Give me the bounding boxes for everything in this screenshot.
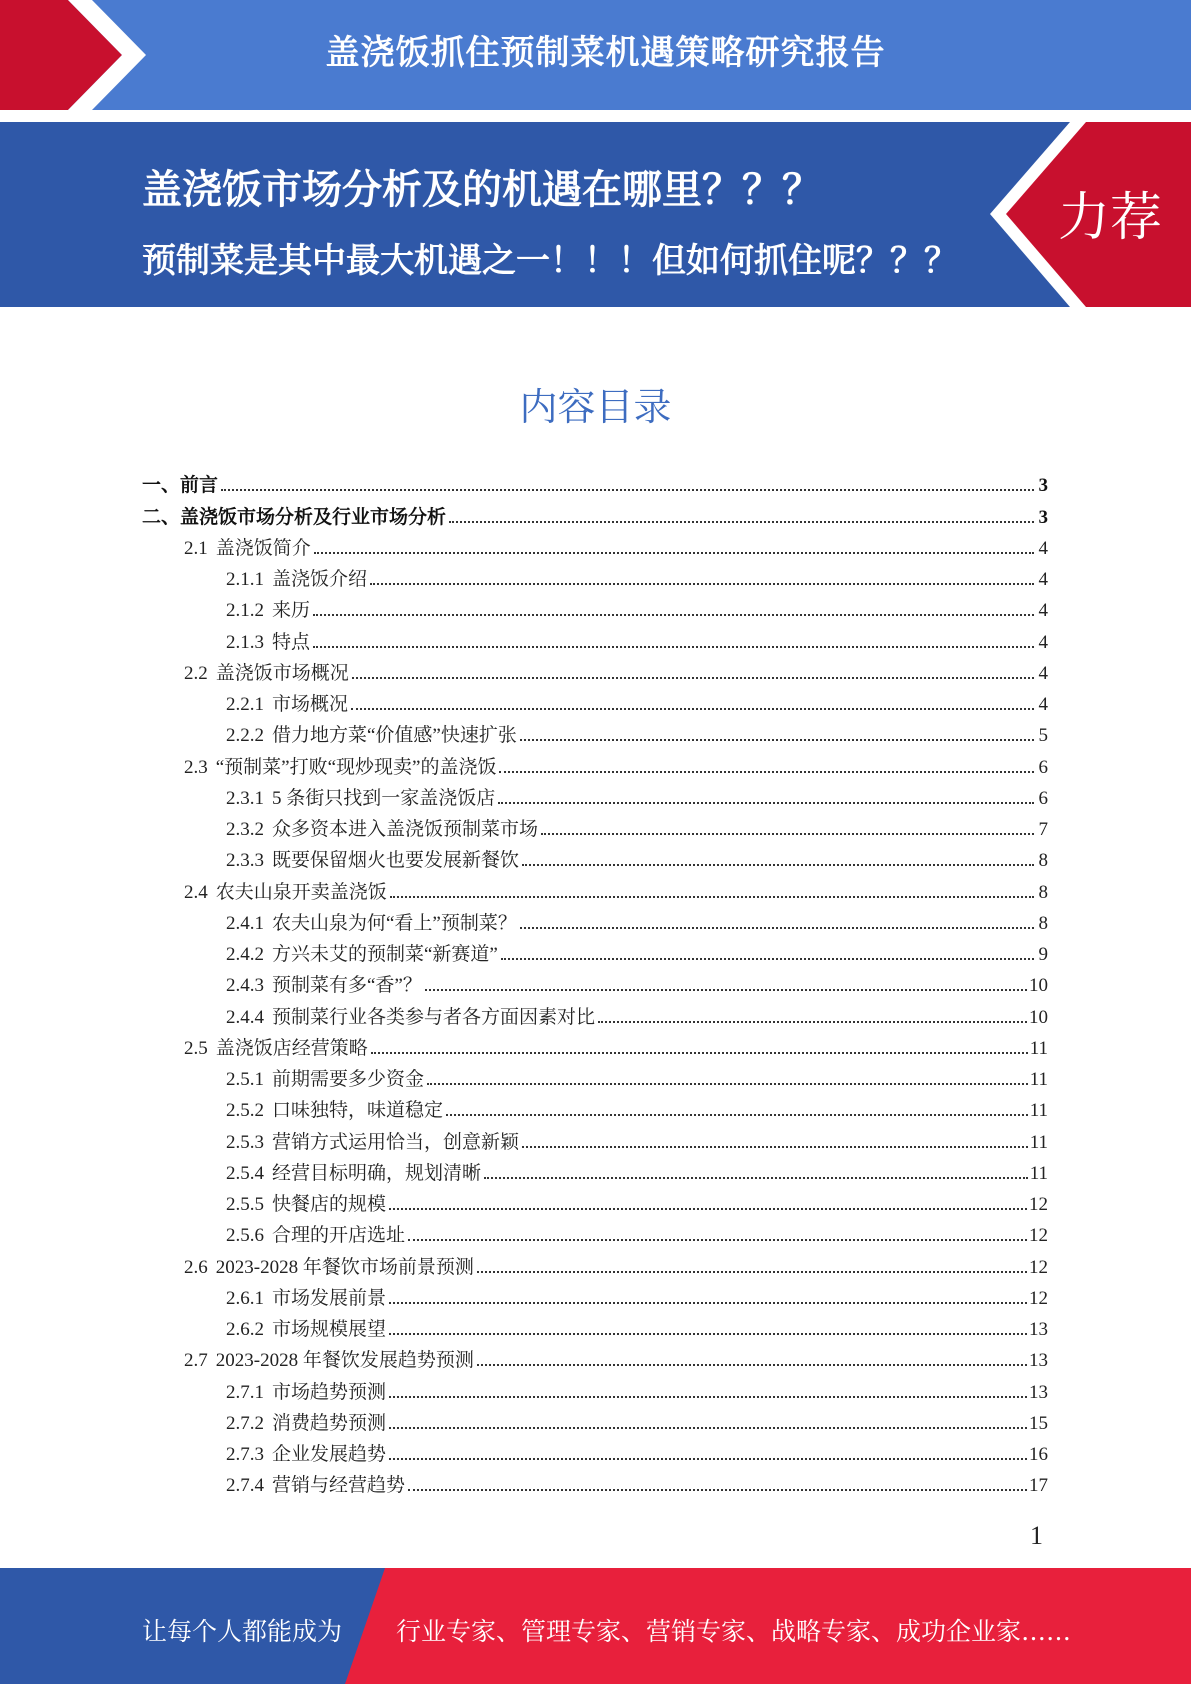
toc-entry-number: 2.3 bbox=[184, 756, 208, 778]
toc-dot-leader bbox=[389, 1396, 1027, 1398]
toc-entry-number: 2.1 bbox=[184, 537, 208, 559]
toc-dot-leader bbox=[371, 1052, 1028, 1054]
toc-entry-page: 4 bbox=[1038, 600, 1048, 622]
toc-entry-page: 5 bbox=[1038, 725, 1048, 747]
toc-entry-number: 2.1.1 bbox=[226, 569, 264, 590]
toc-dot-leader bbox=[408, 1489, 1027, 1491]
toc-entry-title: 市场规模展望 bbox=[272, 1319, 387, 1340]
toc-entry-page: 6 bbox=[1038, 756, 1048, 778]
toc-dot-leader bbox=[499, 771, 1034, 773]
toc-entry-number: 2.5.5 bbox=[226, 1194, 264, 1215]
toc-entry[interactable] bbox=[142, 560, 1048, 591]
toc-entry-page: 9 bbox=[1038, 944, 1048, 965]
toc-entry-title: 快餐店的规模 bbox=[272, 1194, 387, 1215]
toc-dot-leader bbox=[598, 1021, 1027, 1023]
toc-entry[interactable] bbox=[142, 466, 1048, 497]
toc-dot-leader bbox=[389, 1208, 1027, 1210]
toc-entry-page: 16 bbox=[1029, 1444, 1048, 1465]
toc-entry-number: 2.6 bbox=[184, 1256, 208, 1278]
toc-entry[interactable] bbox=[142, 1060, 1048, 1091]
toc-entry[interactable] bbox=[142, 1216, 1048, 1247]
toc-entry[interactable] bbox=[142, 497, 1048, 528]
toc-entry-number: 2.7.3 bbox=[226, 1444, 264, 1465]
toc-entry[interactable] bbox=[142, 685, 1048, 716]
toc-entry-number: 2.4.3 bbox=[226, 975, 264, 997]
toc-entry[interactable] bbox=[142, 1435, 1048, 1466]
footer-slogan-lead: 让每个人都能成为 bbox=[142, 1617, 343, 1646]
toc-entry-title: 企业发展趋势 bbox=[272, 1444, 387, 1465]
toc-entry-page: 6 bbox=[1038, 787, 1048, 809]
toc-entry-page: 8 bbox=[1038, 850, 1048, 872]
toc-entry-page: 3 bbox=[1038, 506, 1048, 528]
toc-dot-leader bbox=[351, 708, 1034, 710]
toc-entry-page: 13 bbox=[1029, 1350, 1048, 1372]
toc-entry-number: 2.2 bbox=[184, 662, 208, 684]
toc-dot-leader bbox=[520, 739, 1034, 741]
toc-entry-page: 13 bbox=[1029, 1381, 1048, 1403]
toc-entry[interactable] bbox=[142, 1091, 1048, 1122]
toc-entry-number: 2.3.3 bbox=[226, 850, 264, 872]
toc-dot-leader bbox=[427, 1083, 1028, 1085]
toc-entry[interactable] bbox=[142, 529, 1048, 560]
toc-entry[interactable] bbox=[142, 1122, 1048, 1153]
toc-entry-number: 2.2.2 bbox=[226, 725, 264, 747]
toc-entry-page: 17 bbox=[1029, 1475, 1048, 1497]
toc-dot-leader bbox=[389, 1333, 1027, 1335]
toc-entry-page: 8 bbox=[1038, 912, 1048, 934]
toc-entry[interactable] bbox=[142, 1154, 1048, 1185]
toc-entry-number: 2.3.1 bbox=[226, 787, 264, 809]
toc-entry-title: 盖浇饭店经营策略 bbox=[215, 1037, 368, 1059]
table-of-contents bbox=[142, 466, 1048, 1497]
toc-entry-page: 4 bbox=[1038, 537, 1048, 559]
toc-entry[interactable] bbox=[142, 1372, 1048, 1403]
toc-dot-leader bbox=[314, 552, 1034, 554]
toc-entry[interactable] bbox=[142, 1247, 1048, 1278]
toc-entry-number: 2.4.4 bbox=[226, 1006, 264, 1028]
toc-entry-page: 11 bbox=[1029, 1131, 1048, 1153]
toc-entry-page: 13 bbox=[1029, 1319, 1048, 1340]
toc-entry-page: 4 bbox=[1038, 569, 1048, 590]
toc-entry-page: 3 bbox=[1038, 475, 1048, 497]
toc-entry[interactable] bbox=[142, 1310, 1048, 1341]
toc-entry-page: 12 bbox=[1029, 1256, 1048, 1278]
toc-entry-title: 既要保留烟火也要发展新餐饮 bbox=[272, 850, 520, 872]
toc-entry-page: 4 bbox=[1038, 631, 1048, 653]
toc-entry-number: 2.7.1 bbox=[226, 1381, 264, 1403]
toc-entry-title: 盖浇饭介绍 bbox=[272, 569, 368, 590]
toc-entry-title: 经营目标明确，规划清晰 bbox=[272, 1162, 482, 1184]
recommend-badge: 力荐 bbox=[1058, 188, 1163, 248]
toc-entry[interactable] bbox=[142, 622, 1048, 653]
toc-entry-number: 2.5.2 bbox=[226, 1100, 264, 1122]
toc-entry-title: 合理的开店选址 bbox=[272, 1225, 406, 1247]
toc-entry-page: 10 bbox=[1029, 1006, 1048, 1028]
toc-dot-leader bbox=[501, 958, 1034, 960]
toc-entry-number: 2.5.3 bbox=[226, 1131, 264, 1153]
hero-subheadline: 预制菜是其中最大机遇之一！！！但如何抓住呢？？？ bbox=[142, 241, 958, 281]
toc-entry-title: 特点 bbox=[272, 631, 311, 653]
toc-dot-leader bbox=[446, 1114, 1028, 1116]
hero-headline: 盖浇饭市场分析及的机遇在哪里？？？ bbox=[142, 167, 822, 213]
toc-entry-number: 2.7.4 bbox=[226, 1475, 264, 1497]
toc-entry[interactable] bbox=[142, 935, 1048, 966]
toc-entry-title: “预制菜”打败“现炒现卖”的盖浇饭 bbox=[215, 756, 497, 778]
toc-entry-number: 二、 bbox=[142, 506, 181, 528]
toc-entry-page: 10 bbox=[1029, 975, 1048, 997]
toc-entry-number: 一、 bbox=[142, 475, 181, 497]
toc-entry[interactable] bbox=[142, 591, 1048, 622]
toc-entry-number: 2.7.2 bbox=[226, 1412, 264, 1434]
toc-entry-page: 12 bbox=[1029, 1194, 1048, 1215]
toc-entry-number: 2.3.2 bbox=[226, 819, 264, 840]
toc-entry-number: 2.5.1 bbox=[226, 1069, 264, 1090]
toc-entry-number: 2.7 bbox=[184, 1350, 208, 1372]
toc-dot-leader bbox=[370, 583, 1034, 585]
toc-entry-title: 农夫山泉为何“看上”预制菜？ bbox=[272, 912, 517, 934]
toc-entry[interactable] bbox=[142, 1466, 1048, 1497]
toc-entry-title: 口味独特，味道稳定 bbox=[272, 1100, 444, 1122]
toc-entry[interactable] bbox=[142, 747, 1048, 778]
toc-entry-page: 4 bbox=[1038, 694, 1048, 715]
toc-entry[interactable] bbox=[142, 1341, 1048, 1372]
toc-dot-leader bbox=[389, 1302, 1027, 1304]
toc-entry-title: 5 条街只找到一家盖浇饭店 bbox=[272, 787, 496, 809]
toc-dot-leader bbox=[313, 646, 1034, 648]
toc-entry-title: 方兴未艾的预制菜“新赛道” bbox=[272, 944, 498, 965]
toc-dot-leader bbox=[449, 521, 1034, 523]
toc-heading: 内容目录 bbox=[519, 385, 672, 429]
toc-dot-leader bbox=[313, 614, 1034, 616]
toc-entry[interactable] bbox=[142, 1185, 1048, 1216]
toc-dot-leader bbox=[498, 802, 1034, 804]
toc-entry-number: 2.6.1 bbox=[226, 1287, 264, 1309]
toc-entry-title: 市场发展前景 bbox=[272, 1287, 387, 1309]
toc-entry-title: 营销与经营趋势 bbox=[272, 1475, 406, 1497]
toc-entry-page: 11 bbox=[1029, 1162, 1048, 1184]
toc-entry-page: 8 bbox=[1038, 881, 1048, 903]
toc-entry-number: 2.4.1 bbox=[226, 912, 264, 934]
toc-entry-title: 预制菜有多“香”？ bbox=[272, 975, 422, 997]
toc-entry[interactable] bbox=[142, 1029, 1048, 1060]
toc-entry-page: 11 bbox=[1029, 1069, 1048, 1090]
toc-entry-number: 2.4 bbox=[184, 881, 208, 903]
footer-slogan-roles: 行业专家、管理专家、营销专家、战略专家、成功企业家…… bbox=[396, 1617, 1072, 1646]
toc-entry-number: 2.4.2 bbox=[226, 944, 264, 965]
toc-entry-page: 12 bbox=[1029, 1225, 1048, 1247]
toc-entry-title: 消费趋势预测 bbox=[272, 1412, 387, 1434]
toc-dot-leader bbox=[477, 1364, 1027, 1366]
toc-entry-title: 前期需要多少资金 bbox=[272, 1069, 425, 1090]
toc-entry-page: 12 bbox=[1029, 1287, 1048, 1309]
toc-entry-title: 预制菜行业各类参与者各方面因素对比 bbox=[272, 1006, 596, 1028]
toc-entry-title: 营销方式运用恰当，创意新颖 bbox=[272, 1131, 520, 1153]
toc-dot-leader bbox=[390, 896, 1034, 898]
toc-entry-page: 4 bbox=[1038, 662, 1048, 684]
toc-entry-title: 借力地方菜“价值感”快速扩张 bbox=[272, 725, 517, 747]
report-title: 盖浇饭抓住预制菜机遇策略研究报告 bbox=[325, 33, 886, 73]
toc-dot-leader bbox=[221, 489, 1034, 491]
toc-entry-title: 盖浇饭市场概况 bbox=[215, 662, 349, 684]
toc-entry-title: 农夫山泉开卖盖浇饭 bbox=[215, 881, 387, 903]
toc-dot-leader bbox=[541, 833, 1034, 835]
toc-dot-leader bbox=[522, 1146, 1028, 1148]
toc-dot-leader bbox=[389, 1458, 1027, 1460]
toc-entry-number: 2.6.2 bbox=[226, 1319, 264, 1340]
toc-entry[interactable] bbox=[142, 716, 1048, 747]
toc-entry-title: 市场趋势预测 bbox=[272, 1381, 387, 1403]
toc-entry-number: 2.1.2 bbox=[226, 600, 264, 622]
toc-entry-page: 15 bbox=[1029, 1412, 1048, 1434]
toc-entry-number: 2.2.1 bbox=[226, 694, 264, 715]
toc-dot-leader bbox=[520, 927, 1034, 929]
toc-dot-leader bbox=[477, 1271, 1027, 1273]
toc-entry-title: 来历 bbox=[272, 600, 311, 622]
toc-entry[interactable] bbox=[142, 810, 1048, 841]
page-number: 1 bbox=[1030, 1521, 1043, 1550]
toc-entry-title: 2023-2028 年餐饮市场前景预测 bbox=[215, 1256, 474, 1278]
toc-entry[interactable] bbox=[142, 654, 1048, 685]
toc-entry[interactable] bbox=[142, 1279, 1048, 1310]
toc-dot-leader bbox=[522, 864, 1034, 866]
toc-entry-title: 盖浇饭市场分析及行业市场分析 bbox=[180, 506, 447, 528]
toc-entry-page: 11 bbox=[1029, 1037, 1048, 1059]
toc-dot-leader bbox=[389, 1427, 1027, 1429]
toc-entry[interactable] bbox=[142, 841, 1048, 872]
toc-entry-title: 2023-2028 年餐饮发展趋势预测 bbox=[215, 1350, 474, 1372]
toc-entry[interactable] bbox=[142, 997, 1048, 1028]
toc-dot-leader bbox=[352, 677, 1034, 679]
toc-dot-leader bbox=[484, 1177, 1028, 1179]
toc-entry-page: 11 bbox=[1029, 1100, 1048, 1122]
toc-entry[interactable] bbox=[142, 872, 1048, 903]
toc-entry[interactable] bbox=[142, 1404, 1048, 1435]
toc-dot-leader bbox=[425, 989, 1027, 991]
toc-entry-title: 众多资本进入盖浇饭预制菜市场 bbox=[272, 819, 539, 840]
toc-entry-number: 2.1.3 bbox=[226, 631, 264, 653]
toc-entry-number: 2.5.4 bbox=[226, 1162, 264, 1184]
toc-entry-page: 7 bbox=[1038, 819, 1048, 840]
toc-dot-leader bbox=[408, 1239, 1027, 1241]
toc-entry-title: 前言 bbox=[180, 475, 219, 497]
toc-entry-number: 2.5.6 bbox=[226, 1225, 264, 1247]
toc-entry[interactable] bbox=[142, 904, 1048, 935]
toc-entry-number: 2.5 bbox=[184, 1037, 208, 1059]
toc-entry[interactable] bbox=[142, 779, 1048, 810]
toc-entry-title: 盖浇饭简介 bbox=[215, 537, 311, 559]
toc-entry-title: 市场概况 bbox=[272, 694, 349, 715]
toc-entry[interactable] bbox=[142, 966, 1048, 997]
